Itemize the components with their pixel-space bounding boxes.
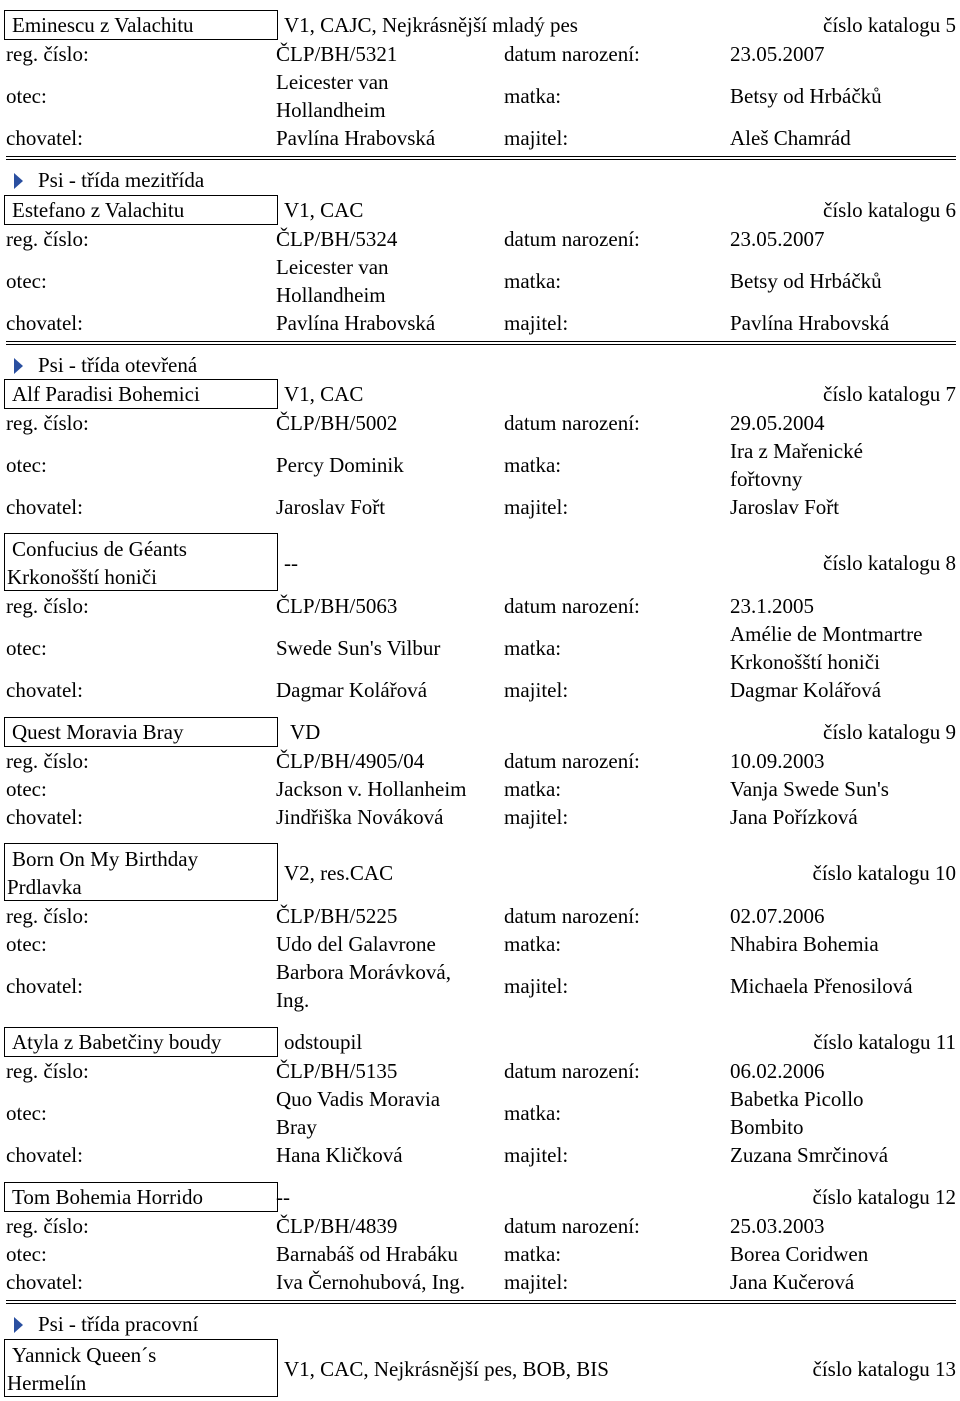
catalog-number: číslo katalogu 13 xyxy=(812,1357,956,1381)
father-value: Jackson v. Hollanheim xyxy=(276,777,467,801)
breeder-label: chovatel: xyxy=(6,678,83,702)
dog-name: Born On My Birthday Prdlavka xyxy=(7,847,199,899)
breeder-value: Jindřiška Nováková xyxy=(276,805,444,829)
catalog-number: číslo katalogu 5 xyxy=(823,13,956,37)
born-label: datum narození: xyxy=(504,42,640,66)
section-divider xyxy=(6,341,956,345)
owner-label: majitel: xyxy=(504,805,569,829)
born-label: datum narození: xyxy=(504,1059,640,1083)
breeder-value: Pavlína Hrabovská xyxy=(276,126,436,150)
father-label: otec: xyxy=(6,1242,47,1266)
reg-value: ČLP/BH/4839 xyxy=(276,1214,398,1238)
born-label: datum narození: xyxy=(504,904,640,928)
result: V2, res.CAC xyxy=(284,861,394,885)
result: -- xyxy=(284,551,298,575)
reg-value: ČLP/BH/5063 xyxy=(276,594,398,618)
result: VD xyxy=(290,720,321,744)
catalog-number: číslo katalogu 9 xyxy=(823,720,956,744)
owner-value: Zuzana Smrčinová xyxy=(730,1143,889,1167)
breeder-label: chovatel: xyxy=(6,805,83,829)
reg-value: ČLP/BH/5002 xyxy=(276,411,398,435)
section-arrow-icon xyxy=(14,173,23,189)
owner-value: Pavlína Hrabovská xyxy=(730,311,890,335)
father-label: otec: xyxy=(6,636,47,660)
father-value: Percy Dominik xyxy=(276,453,404,477)
father-label: otec: xyxy=(6,932,47,956)
born-value: 23.05.2007 xyxy=(730,227,825,251)
born-label: datum narození: xyxy=(504,411,640,435)
result: odstoupil xyxy=(284,1030,363,1054)
born-label: datum narození: xyxy=(504,227,640,251)
born-value: 25.03.2003 xyxy=(730,1214,825,1238)
mother-label: matka: xyxy=(504,1101,562,1125)
catalog-number: číslo katalogu 11 xyxy=(813,1030,956,1054)
born-label: datum narození: xyxy=(504,594,640,618)
breeder-label: chovatel: xyxy=(6,1143,83,1167)
owner-value: Jana Kučerová xyxy=(730,1270,855,1294)
reg-label: reg. číslo: xyxy=(6,411,89,435)
breeder-label: chovatel: xyxy=(6,311,83,335)
father-label: otec: xyxy=(6,777,47,801)
father-label: otec: xyxy=(6,269,47,293)
owner-value: Jaroslav Fořt xyxy=(730,495,840,519)
owner-label: majitel: xyxy=(504,678,569,702)
owner-value: Aleš Chamrád xyxy=(730,126,851,150)
dog-name: Quest Moravia Bray xyxy=(12,720,184,744)
reg-value: ČLP/BH/4905/04 xyxy=(276,749,425,773)
result: V1, CAC xyxy=(284,198,364,222)
father-value: Udo del Galavrone xyxy=(276,932,436,956)
father-value: Swede Sun's Vilbur xyxy=(276,636,441,660)
breeder-value: Pavlína Hrabovská xyxy=(276,311,436,335)
born-label: datum narození: xyxy=(504,1214,640,1238)
born-value: 23.1.2005 xyxy=(730,594,814,618)
mother-label: matka: xyxy=(504,84,562,108)
breeder-value: Jaroslav Fořt xyxy=(276,495,386,519)
dog-name: Atyla z Babetčiny boudy xyxy=(12,1030,222,1054)
breeder-value: Barbora Morávková, Ing. xyxy=(276,960,451,1012)
owner-label: majitel: xyxy=(504,1143,569,1167)
catalog-number: číslo katalogu 8 xyxy=(823,551,956,575)
section-arrow-icon xyxy=(14,358,23,374)
reg-value: ČLP/BH/5225 xyxy=(276,904,398,928)
born-value: 06.02.2006 xyxy=(730,1059,825,1083)
mother-value: Amélie de Montmartre Krkonošští honiči xyxy=(730,622,923,674)
catalog-number: číslo katalogu 10 xyxy=(812,861,956,885)
catalog-number: číslo katalogu 12 xyxy=(812,1185,956,1209)
mother-label: matka: xyxy=(504,932,562,956)
mother-value: Betsy od Hrbáčků xyxy=(730,269,882,293)
owner-label: majitel: xyxy=(504,495,569,519)
mother-label: matka: xyxy=(504,1242,562,1266)
breeder-label: chovatel: xyxy=(6,1270,83,1294)
mother-label: matka: xyxy=(504,777,562,801)
section-arrow-icon xyxy=(14,1317,23,1333)
reg-value: ČLP/BH/5324 xyxy=(276,227,398,251)
reg-label: reg. číslo: xyxy=(6,594,89,618)
owner-label: majitel: xyxy=(504,311,569,335)
father-value: Leicester van Hollandheim xyxy=(276,70,389,122)
born-value: 02.07.2006 xyxy=(730,904,825,928)
breeder-label: chovatel: xyxy=(6,126,83,150)
section-divider xyxy=(6,1300,956,1304)
born-value: 10.09.2003 xyxy=(730,749,825,773)
father-label: otec: xyxy=(6,84,47,108)
mother-label: matka: xyxy=(504,636,562,660)
result: V1, CAJC, Nejkrásnější mladý pes xyxy=(284,13,578,37)
born-value: 23.05.2007 xyxy=(730,42,825,66)
owner-label: majitel: xyxy=(504,126,569,150)
section-heading: Psi - třída pracovní xyxy=(38,1312,199,1336)
owner-value: Michaela Přenosilová xyxy=(730,974,913,998)
owner-label: majitel: xyxy=(504,1270,569,1294)
mother-value: Vanja Swede Sun's xyxy=(730,777,889,801)
owner-value: Jana Pořízková xyxy=(730,805,858,829)
mother-value: Betsy od Hrbáčků xyxy=(730,84,882,108)
catalog-number: číslo katalogu 6 xyxy=(823,198,956,222)
breeder-value: Iva Černohubová, Ing. xyxy=(276,1270,465,1294)
mother-value: Babetka Picollo Bombito xyxy=(730,1087,864,1139)
dog-name: Eminescu z Valachitu xyxy=(12,13,194,37)
dog-name: Yannick Queen´s Hermelín xyxy=(7,1343,157,1395)
section-heading: Psi - třída mezitřída xyxy=(38,168,205,192)
reg-label: reg. číslo: xyxy=(6,227,89,251)
mother-value: Nhabira Bohemia xyxy=(730,932,879,956)
result: -- xyxy=(276,1185,290,1209)
mother-label: matka: xyxy=(504,269,562,293)
owner-value: Dagmar Kolářová xyxy=(730,678,882,702)
section-divider xyxy=(6,156,956,160)
breeder-value: Dagmar Kolářová xyxy=(276,678,428,702)
born-value: 29.05.2004 xyxy=(730,411,825,435)
reg-label: reg. číslo: xyxy=(6,904,89,928)
reg-label: reg. číslo: xyxy=(6,1059,89,1083)
reg-value: ČLP/BH/5135 xyxy=(276,1059,398,1083)
dog-name: Estefano z Valachitu xyxy=(12,198,185,222)
father-value: Leicester van Hollandheim xyxy=(276,255,389,307)
reg-label: reg. číslo: xyxy=(6,42,89,66)
dog-name: Tom Bohemia Horrido xyxy=(12,1185,203,1209)
breeder-label: chovatel: xyxy=(6,974,83,998)
breeder-label: chovatel: xyxy=(6,495,83,519)
mother-label: matka: xyxy=(504,453,562,477)
catalog-number: číslo katalogu 7 xyxy=(823,382,956,406)
reg-label: reg. číslo: xyxy=(6,749,89,773)
mother-value: Borea Coridwen xyxy=(730,1242,869,1266)
section-heading: Psi - třída otevřená xyxy=(38,353,198,377)
father-value: Barnabáš od Hrabáku xyxy=(276,1242,458,1266)
father-label: otec: xyxy=(6,453,47,477)
reg-label: reg. číslo: xyxy=(6,1214,89,1238)
mother-value: Ira z Mařenické fořtovny xyxy=(730,439,863,491)
breeder-value: Hana Kličková xyxy=(276,1143,403,1167)
dog-name: Confucius de Géants Krkonošští honiči xyxy=(7,537,187,589)
father-value: Quo Vadis Moravia Bray xyxy=(276,1087,441,1139)
result: V1, CAC xyxy=(284,382,364,406)
owner-label: majitel: xyxy=(504,974,569,998)
father-label: otec: xyxy=(6,1101,47,1125)
result: V1, CAC, Nejkrásnější pes, BOB, BIS xyxy=(284,1357,609,1381)
dog-name: Alf Paradisi Bohemici xyxy=(12,382,200,406)
reg-value: ČLP/BH/5321 xyxy=(276,42,398,66)
born-label: datum narození: xyxy=(504,749,640,773)
